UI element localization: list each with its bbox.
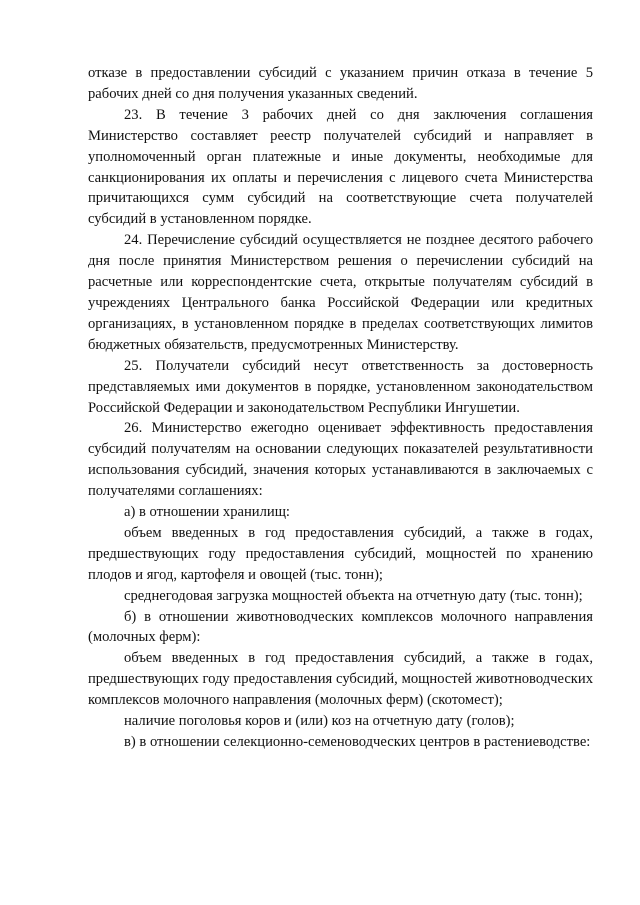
item-a-heading: а) в отношении хранилищ:	[124, 504, 290, 521]
paragraph-23: 23. В течение 3 рабочих дней со дня заключения соглашения Министерство составляет реестр получателей субсидий и направляет в уполномоченный орган платежные и иные документы, необходимые для санкционирования их оплаты и перечисления с лицевого счета Министерства причитающихся сумм субсидий на соответствующие счета получателей субсидий в установленном порядке.	[88, 106, 593, 228]
item-b-indicator-2: наличие поголовья коров и (или) коз на отчетную дату (голов);	[124, 713, 515, 730]
item-v-heading: в) в отношении селекционно-семеноводческих центров в растениеводстве:	[124, 734, 591, 750]
item-a-indicator-1: объем введенных в год предоставления субсидий, а также в годах, предшествующих году предоставления субсидий, мощностей по хранению плодов и ягод, картофеля и овощей (тыс. тонн);	[88, 524, 593, 583]
item-a-indicator-2: среднегодовая загрузка мощностей объекта на отчетную дату (тыс. тонн);	[124, 587, 583, 604]
item-b-heading: б) в отношении животноводческих комплексов молочного направления (молочных ферм):	[88, 608, 593, 646]
document-page	[88, 63, 593, 753]
paragraph-25: 25. Получатели субсидий несут ответственность за достоверность представляемых ими документов в порядке, установленном законодательством Российской Федерации и законодательством Республики Ингушетии.	[88, 357, 593, 416]
paragraph-continuation: отказе в предоставлении субсидий с указанием причин отказа в течение 5 рабочих дней со дня получения указанных сведений.	[88, 65, 593, 102]
paragraph-26: 26. Министерство ежегодно оценивает эффективность предоставления субсидий получателям на основании следующих показателей результативности использования субсидий, значения которых устанавливаются в заключаемых с получателями соглашениях:	[88, 420, 593, 500]
paragraph-24: 24. Перечисление субсидий осуществляется не позднее десятого рабочего дня после принятия Министерством решения о перечислении субсидий на расчетные или корреспондентские счета, открытые получателям субсидий в учреждениях Центрального банка Российской Федерации или кредитных организациях, в установленном порядке в пределах соответствующих лимитов бюджетных обязательств, предусмотренных Министерству.	[88, 232, 593, 353]
item-b-indicator-1: объем введенных в год предоставления субсидий, а также в годах, предшествующих году предоставления субсидий, мощностей животноводческих комплексов молочного направления (молочных ферм) (скотомест);	[88, 650, 593, 709]
